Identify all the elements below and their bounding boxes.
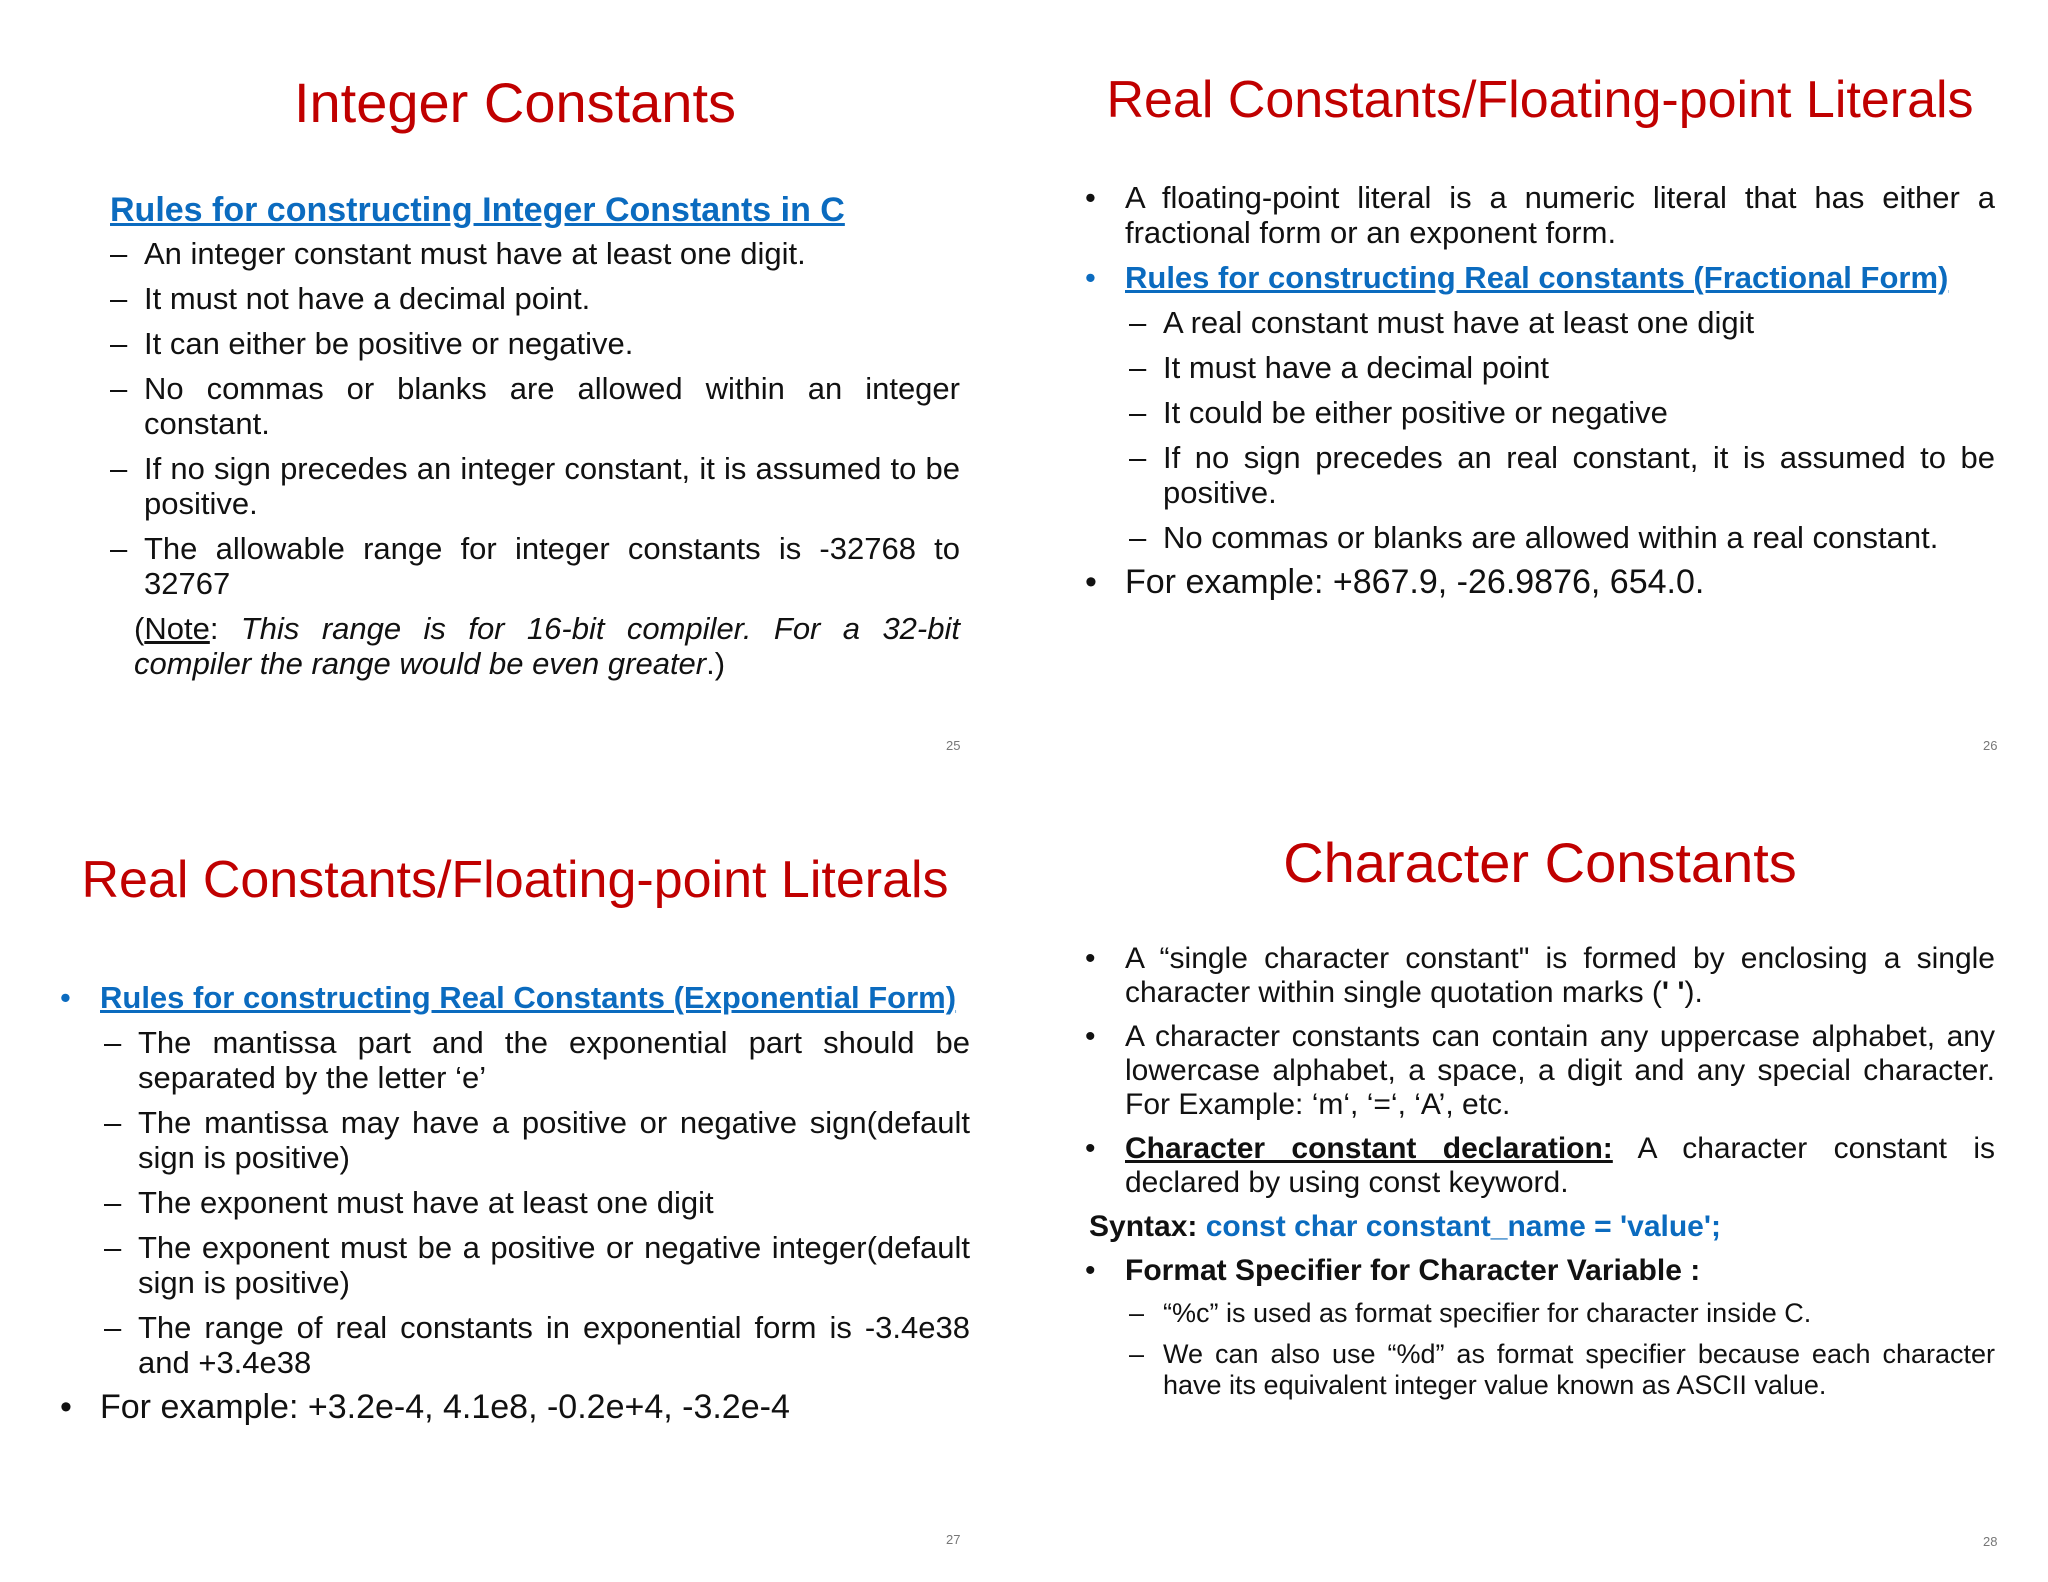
declaration-label: Character constant declaration: (1125, 1132, 1613, 1165)
dash-glyph: – (104, 1310, 122, 1345)
list-item: – The mantissa may have a positive or negative sign(default sign is positive) (104, 1105, 970, 1175)
slide-character-constants (1075, 830, 2005, 1550)
list-item: – If no sign precedes an real constant, it is assumed to be positive. (1129, 440, 1995, 510)
dash-glyph: – (104, 1105, 122, 1140)
dash-glyph: – (1129, 305, 1147, 340)
slide-number: 27 (946, 1532, 961, 1547)
dash-glyph: – (110, 451, 128, 486)
dash-glyph: – (1129, 1298, 1145, 1328)
bullet-glyph: • (1085, 563, 1097, 601)
list-item: – If no sign precedes an integer constant, it is assumed to be positive. (110, 451, 960, 521)
slide-real-constants-fractional (1075, 60, 2005, 760)
dash-glyph: – (110, 236, 128, 271)
rules-heading-link[interactable]: Rules for constructing Real Constants (Exponential Form) (100, 980, 957, 1015)
list-item: – No commas or blanks are allowed within an integer constant. (110, 371, 960, 441)
list-item: – No commas or blanks are allowed within a real constant. (1129, 520, 1939, 555)
dash-glyph: – (1129, 395, 1147, 430)
bullet-glyph: • (1085, 1254, 1096, 1287)
list-item: – It must have a decimal point (1129, 350, 1549, 385)
rules-heading-link[interactable]: Rules for constructing Real constants (Fractional Form) (1125, 260, 1949, 295)
list-item: – The exponent must be a positive or negative integer(default sign is positive) (104, 1230, 970, 1300)
bullet-glyph: • (1085, 1020, 1096, 1053)
syntax-line: Syntax: const char constant_name = 'value'; (1089, 1210, 1721, 1243)
slide-number: 28 (1983, 1534, 1998, 1549)
dash-glyph: – (110, 326, 128, 361)
slide-number: 26 (1983, 738, 1998, 753)
slide-integer-constants (100, 60, 970, 760)
slide-body (60, 980, 970, 1435)
dash-glyph: – (104, 1230, 122, 1265)
dash-glyph: – (104, 1025, 122, 1060)
slide-title: Real Constants/Floating-point Literals (81, 851, 949, 909)
bullet-glyph: • (60, 1388, 72, 1426)
dash-glyph: – (104, 1185, 122, 1220)
slide-number: 25 (946, 738, 961, 753)
list-item: – The mantissa part and the exponential part should be separated by the letter ‘e’ (104, 1025, 970, 1095)
dash-glyph: – (110, 531, 128, 566)
range-note: (Note: This range is for 16-bit compiler. For a 32-bit compiler the range would be even greater.) (134, 611, 960, 681)
list-item: • For example: +867.9, -26.9876, 654.0. (1085, 563, 1705, 601)
list-item (60, 980, 970, 1015)
dash-glyph: – (1129, 350, 1147, 385)
list-item: • Character constant declaration: A character constant is declared by using const keyword. (1085, 1132, 1995, 1199)
list-item: – The range of real constants in exponential form is -3.4e38 and +3.4e38 (104, 1310, 970, 1380)
list-item (1085, 260, 1995, 295)
list-item: • Format Specifier for Character Variable : (1085, 1254, 1701, 1287)
rules-heading-link[interactable]: Rules for constructing Integer Constants in C (110, 191, 845, 229)
slide-body (110, 190, 960, 681)
bullet-glyph: • (60, 980, 71, 1015)
list-item: • A floating-point literal is a numeric literal that has either a fractional form or an exponent form. (1085, 180, 1995, 250)
bullet-glyph: • (1085, 1132, 1096, 1165)
slide-body (1085, 180, 1995, 610)
slide-title: Real Constants/Floating-point Literals (1106, 71, 1974, 129)
list-item: – An integer constant must have at least one digit. (110, 236, 806, 271)
list-item: – We can also use “%d” as format specifier because each character have its equivalent integer value known as ASCII value. (1129, 1339, 1995, 1400)
list-item: – It could be either positive or negative (1129, 395, 1668, 430)
note-label: Note (144, 611, 210, 646)
dash-glyph: – (1129, 1339, 1145, 1369)
list-item: • A character constants can contain any uppercase alphabet, any lowercase alphabet, a space, a digit and any special character. For Example: ‘m‘, ‘=‘, ‘A’, etc. (1085, 1020, 1995, 1121)
list-item: – The allowable range for integer constants is -32768 to 32767 (110, 531, 960, 601)
slide-body (1085, 942, 1995, 1411)
slide-title: Integer Constants (293, 71, 737, 134)
bullet-glyph: • (1085, 180, 1096, 215)
bullet-glyph: • (1085, 260, 1096, 295)
slide-real-constants-exponential (60, 850, 970, 1550)
bullet-glyph: • (1085, 942, 1096, 975)
list-item: – The exponent must have at least one digit (104, 1185, 714, 1220)
dash-glyph: – (1129, 520, 1147, 555)
note-text: This range is for 16-bit compiler. For a 32-bit compiler the range would be even greater (134, 611, 960, 681)
syntax-code: const char constant_name = 'value'; (1205, 1210, 1721, 1243)
dash-glyph: – (1129, 440, 1147, 475)
dash-glyph: – (110, 371, 128, 406)
list-item: – A real constant must have at least one digit (1129, 305, 1755, 340)
list-item: • A “single character constant" is formed by enclosing a single character within single quotation marks (' '). (1085, 942, 1995, 1009)
list-item: – It must not have a decimal point. (110, 281, 591, 316)
list-item: • For example: +3.2e-4, 4.1e8, -0.2e+4, -3.2e-4 (60, 1388, 790, 1426)
slide-title: Character Constants (1283, 831, 1797, 894)
dash-glyph: – (110, 281, 128, 316)
list-item: – It can either be positive or negative. (110, 326, 634, 361)
list-item: – “%c” is used as format specifier for character inside C. (1129, 1298, 1812, 1328)
